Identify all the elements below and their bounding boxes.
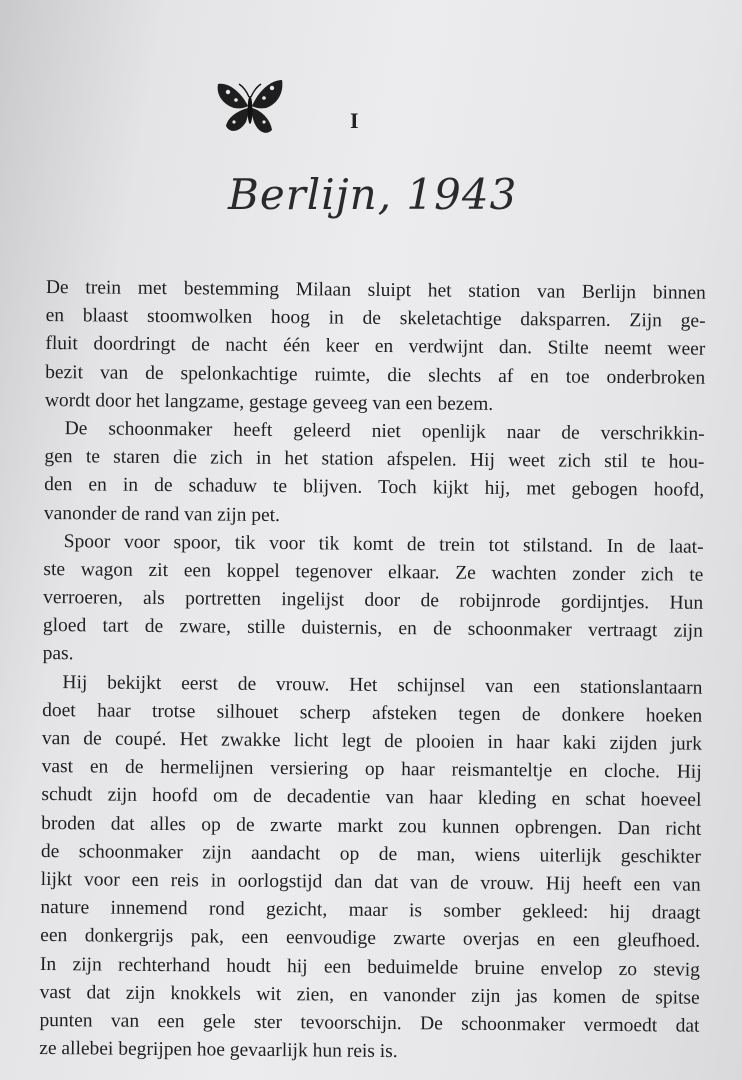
text-line: nature innemend rond gezicht, maar is somber gekleed: hij draagt xyxy=(40,897,701,924)
text-line: den en in de schaduw te blijven. Toch kijkt hij, met gebogen hoofd, xyxy=(44,474,705,502)
text-line: vanonder de rand van zijn pet. xyxy=(43,502,281,526)
text-line: van de coupé. Het zwakke licht legt de plooien in haar kaki zijden jurk xyxy=(41,727,703,755)
text-line: gen te staren die zich in het station afspelen. Hij weet zich stil te hou- xyxy=(44,446,705,473)
text-line: verroeren, als portretten ingelijst door de robijnrode gordijntjes. Hun xyxy=(43,587,704,614)
text-line: In zijn rechterhand houdt hij een beduimelde bruine envelop zo stevig xyxy=(39,953,701,981)
chapter-number: I xyxy=(350,108,359,133)
text-line: ste wagon zit een koppel tegenover elkaar. Ze wachten zonder zich te xyxy=(43,558,704,586)
text-line: wordt door het langzame, gestage geveeg van een bezem. xyxy=(44,389,494,415)
text-line: punten van een gele ster tevoorschijn. De schoonmaker vermoedt dat xyxy=(39,1009,700,1037)
text-line: doet haar trotse silhouet scherp afsteken tegen de donkere hoeken xyxy=(42,699,703,727)
text-line: de schoonmaker zijn aandacht op de man, wiens uiterlijk geschikter xyxy=(40,840,702,868)
text-line: De schoonmaker heeft geleerd niet openlijk naar de verschrikkin- xyxy=(64,418,705,445)
text-line: Spoor voor spoor, tik voor tik komt de trein tot stilstand. In de laat- xyxy=(63,530,704,558)
text-line: pas. xyxy=(42,643,74,665)
text-line: vast en de hermelijnen versiering op haar reismanteltje en cloche. Hij xyxy=(41,756,702,783)
text-line: en blaast stoomwolken hoog in de skeletachtige daksparren. Zijn ge- xyxy=(45,305,706,332)
text-line: bezit van de spelonkachtige ruimte, die slechts af en toe onderbroken xyxy=(45,361,706,389)
text-line: Hij bekijkt eerst de vrouw. Het schijnsel van een stationslantaarn xyxy=(62,671,703,699)
text-line: broden dat alles op de zwarte markt zou kunnen opbrengen. Dan richt xyxy=(41,812,702,840)
text-line: fluit doordringt de nacht één keer en verdwijnt dan. Stilte neemt weer xyxy=(45,333,706,361)
butterfly-icon xyxy=(214,76,286,138)
text-line: lijkt voor een reis in oorlogstijd dan dat van de vrouw. Hij heeft een van xyxy=(40,868,701,896)
chapter-title: Berlijn, 1943 xyxy=(228,170,518,219)
text-line: een donkergrijs pak, een eenvoudige zwarte overjas en een gleufhoed. xyxy=(40,925,701,953)
text-line: schudt zijn hoofd om de decadentie van haar kleding en schat hoeveel xyxy=(41,784,702,812)
text-line: gloed tart de zware, stille duisternis, en de schoonmaker vertraagt zijn xyxy=(42,615,703,642)
text-line: vast dat zijn knokkels wit zien, en vanonder zijn jas komen de spitse xyxy=(39,981,700,1009)
text-line: De trein met bestemming Milaan sluipt het station van Berlijn binnen xyxy=(45,276,706,304)
body-text xyxy=(39,274,706,1069)
text-line: ze allebei begrijpen hoe gevaarlijk hun reis is. xyxy=(39,1038,398,1063)
